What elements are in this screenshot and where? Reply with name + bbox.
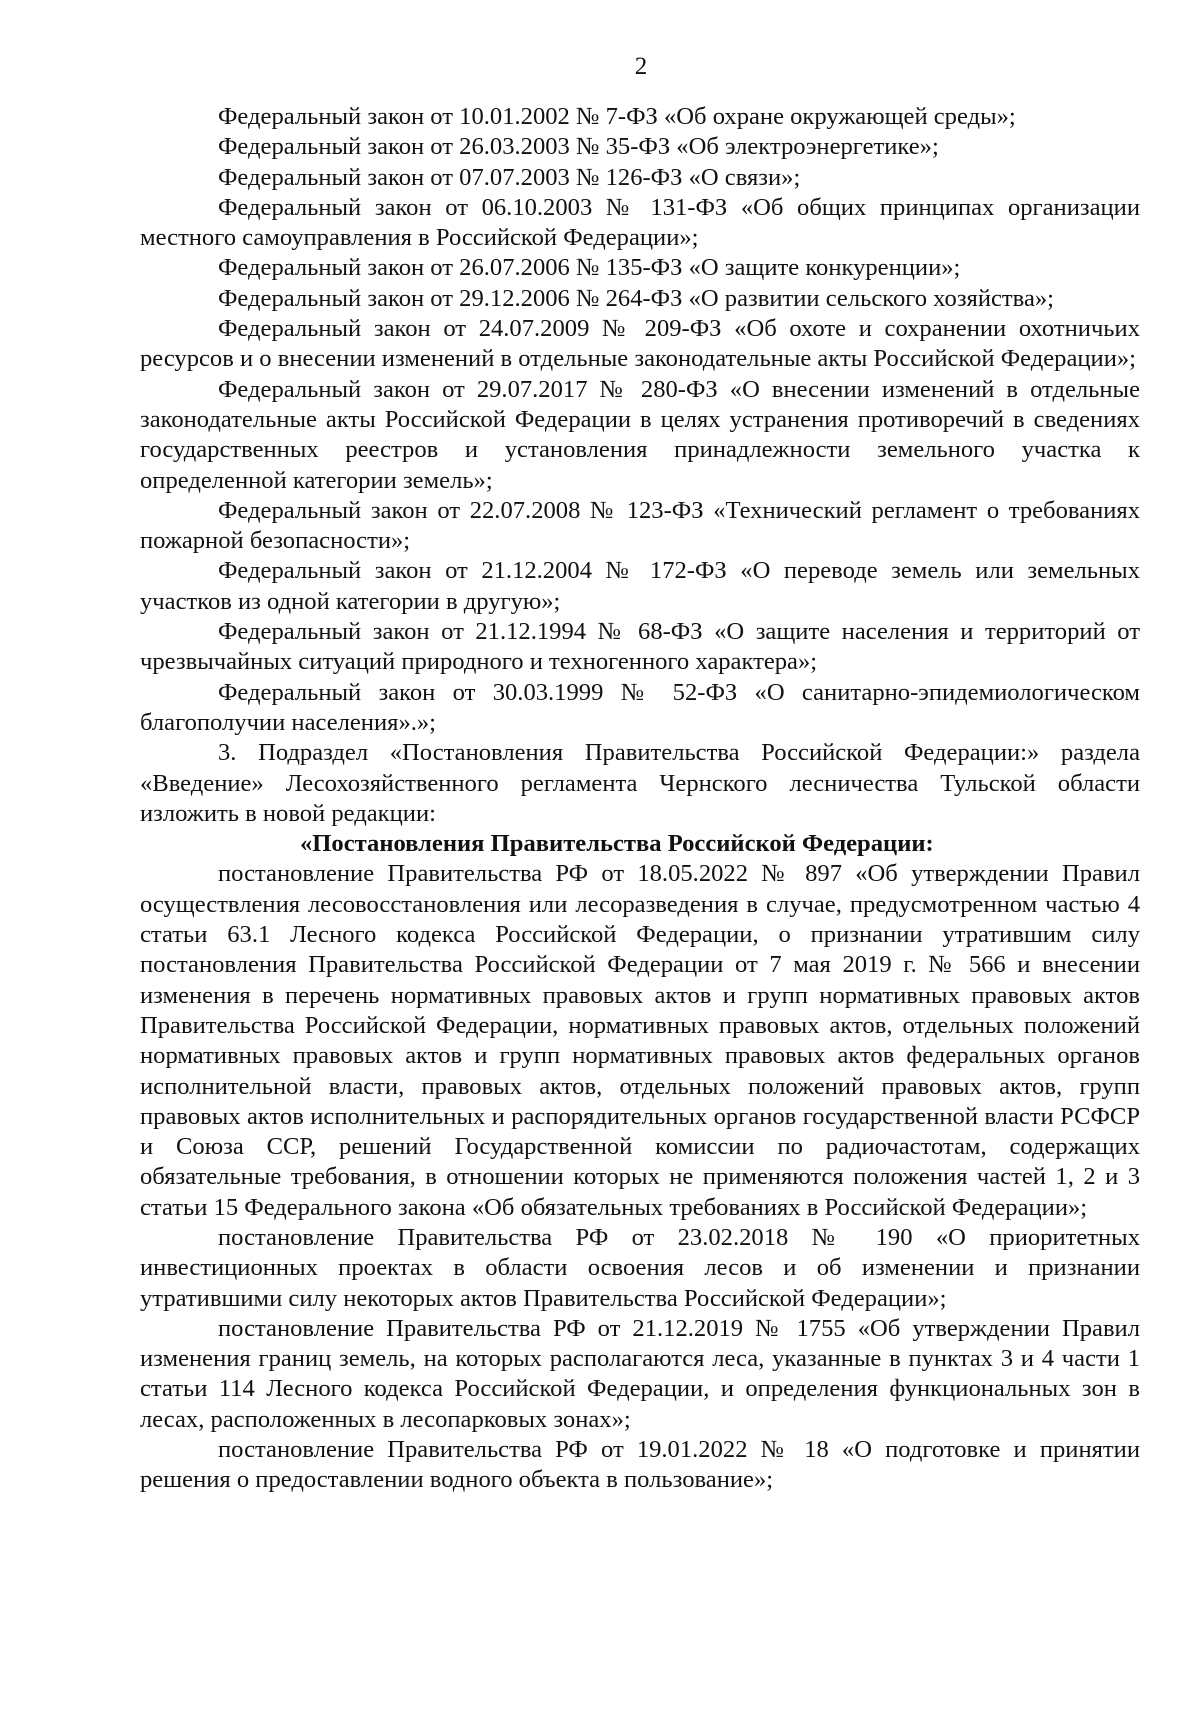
paragraph-law-68fz: Федеральный закон от 21.12.1994 № 68-ФЗ «О защите населения и территорий от чрезвычайных ситуаций природного и техногенного характера»; bbox=[140, 618, 1140, 676]
page-number: 2 bbox=[634, 53, 648, 80]
paragraph-law-131fz: Федеральный закон от 06.10.2003 № 131-ФЗ «Об общих принципах организации местного самоуправления в Российской Федерации»; bbox=[140, 193, 1140, 252]
paragraph-resolution-190: постановление Правительства РФ от 23.02.2018 № 190 «О приоритетных инвестиционных проектах в области освоения лесов и об изменении и признании утратившими силу некоторых актов Правительства Российской Федерации»; bbox=[140, 1223, 1140, 1312]
paragraph-law-264fz: Федеральный закон от 29.12.2006 № 264-ФЗ «О развитии сельского хозяйства»; bbox=[218, 284, 1055, 312]
document-body bbox=[140, 102, 1140, 1496]
paragraph-law-35fz: Федеральный закон от 26.03.2003 № 35-ФЗ «Об электроэнергетике»; bbox=[218, 133, 939, 161]
section-heading: «Постановления Правительства Российской Федерации: bbox=[300, 830, 934, 858]
paragraph-law-135fz: Федеральный закон от 26.07.2006 № 135-ФЗ «О защите конкуренции»; bbox=[218, 254, 961, 282]
paragraph-law-123fz: Федеральный закон от 22.07.2008 № 123-ФЗ «Технический регламент о требованиях пожарной безопасности»; bbox=[140, 496, 1140, 555]
paragraph-resolution-1755: постановление Правительства РФ от 21.12.2019 № 1755 «Об утверждении Правил изменения границ земель, на которых располагаются леса, указанные в пунктах 3 и 4 части 1 статьи 114 Лесного кодекса Российской Федерации, и определения функциональных зон в лесах, расположенных в лесопарковых зонах»; bbox=[140, 1314, 1140, 1433]
paragraph-law-280fz: Федеральный закон от 29.07.2017 № 280-ФЗ «О внесении изменений в отдельные законодательные акты Российской Федерации в целях устранения противоречий в сведениях государственных реестров и установления принадлежности земельного участка к определенной категории земель»; bbox=[140, 375, 1140, 494]
paragraph-law-7fz: Федеральный закон от 10.01.2002 № 7-ФЗ «Об охране окружающей среды»; bbox=[218, 103, 1016, 130]
paragraph-law-126fz: Федеральный закон от 07.07.2003 № 126-ФЗ «О связи»; bbox=[218, 163, 801, 191]
paragraph-law-209fz: Федеральный закон от 24.07.2009 № 209-ФЗ «Об охоте и сохранении охотничьих ресурсов и о внесении изменений в отдельные законодательные акты Российской Федерации»; bbox=[140, 315, 1140, 373]
paragraph-law-52fz: Федеральный закон от 30.03.1999 № 52-ФЗ «О санитарно-эпидемиологическом благополучии населения».»; bbox=[140, 678, 1140, 736]
paragraph-law-172fz: Федеральный закон от 21.12.2004 № 172-ФЗ «О переводе земель или земельных участков из одной категории в другую»; bbox=[140, 557, 1140, 615]
paragraph-resolution-18: постановление Правительства РФ от 19.01.2022 № 18 «О подготовке и принятии решения о предоставлении водного объекта в пользование»; bbox=[140, 1436, 1140, 1494]
paragraph-item-3: 3. Подраздел «Постановления Правительства Российской Федерации:» раздела «Введение» Лесохозяйственного регламента Чернского лесничества Тульской области изложить в новой редакции: bbox=[140, 739, 1140, 827]
paragraph-resolution-897: постановление Правительства РФ от 18.05.2022 № 897 «Об утверждении Правил осуществления лесовосстановления или лесоразведения в случае, предусмотренном частью 4 статьи 63.1 Лесного кодекса Российской Федерации, о признании утратившим силу постановления Правительства Российской Федерации от 7 мая 2019 г. № 566 и внесении изменения в перечень нормативных правовых актов и групп нормативных правовых актов Правительства Российской Федерации, нормативных правовых актов, отдельных положений нормативных правовых актов и групп нормативных правовых актов федеральных органов исполнительной власти, правовых актов, отдельных положений правовых актов, групп правовых актов исполнительных и распорядительных органов государственной власти РСФСР и Союза ССР, решений Государственной комиссии по радиочастотам, содержащих обязательные требования, в отношении которых не применяются положения частей 1, 2 и 3 статьи 15 Федерального закона «Об обязательных требованиях в Российской Федерации»; bbox=[140, 860, 1140, 1221]
